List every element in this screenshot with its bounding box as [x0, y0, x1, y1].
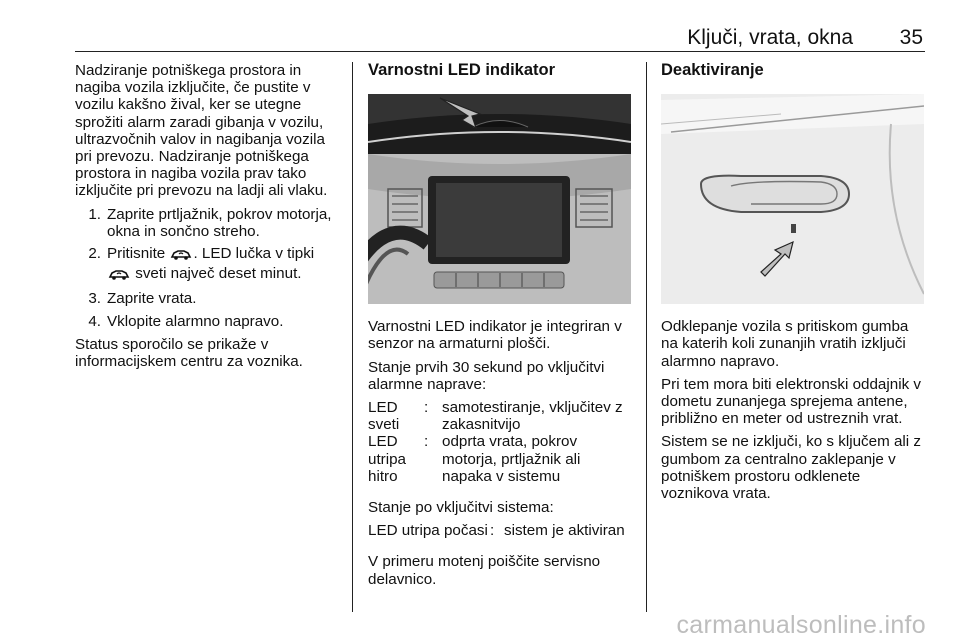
step-number: 4. [88, 312, 101, 330]
deactivation-paragraph-3: Sistem se ne izključi, ko s ključem ali z gumbom za centralno zaklepanje v potniškem prostoru odklenete voznikova vrata. [661, 433, 921, 503]
list-item [75, 245, 340, 285]
table-description: sistem je aktiviran [504, 522, 625, 540]
car-motion-sensor-icon [170, 248, 192, 265]
step-text [107, 245, 340, 285]
car-motion-sensor-icon [108, 268, 130, 285]
led-paragraph-2: Stanje prvih 30 sekund po vključitvi alarmne naprave: [368, 358, 605, 393]
deactivation-paragraph-2: Pri tem mora biti elektronski oddajnik v dometu zunanjega sprejema antene, približno en meter od ustreznih vrat. [661, 375, 921, 428]
step-text-part: Pritisnite [107, 245, 170, 263]
table-separator: : [424, 399, 429, 417]
column-divider-right [646, 62, 647, 612]
intro-paragraph: Nadziranje potniškega prostora in nagiba vozila izključite, če pustite v vozilu kakšno žival, ker se utegne sprožiti alarm zaradi gibanja v vozilu, ultrazvočnih valov in nagibanja vozila pri prevozu. Nadziranje potniškega prostora in nagiba vozila prav tako izključite pri prevozu na ladji ali vlaku. [75, 62, 328, 200]
step-number: 3. [88, 290, 101, 308]
table-term: LED utripa hitro [368, 433, 406, 485]
page-number: 35 [899, 26, 923, 49]
led-states-after-table [368, 522, 633, 539]
section-title: Deaktiviranje [661, 61, 764, 79]
led-states-table [368, 399, 633, 485]
step-text: Zaprite prtljažnik, pokrov motorja, okna in sončno streho. [107, 205, 332, 240]
table-description: samotestiranje, vključitev z zakasnitvijo [442, 399, 623, 434]
led-paragraph-4: V primeru motenj poiščite servisno delavnico. [368, 553, 601, 588]
list-item [75, 206, 340, 240]
led-paragraph-3: Stanje po vključitvi sistema: [368, 499, 554, 517]
table-term: LED utripa počasi [368, 522, 488, 540]
step-number: 2. [88, 245, 101, 263]
table-description: odprta vrata, pokrov motorja, prtljažnik ali napaka v sistemu [442, 433, 581, 485]
column-monitoring [75, 62, 340, 376]
table-row [368, 433, 633, 485]
step-text-part: . LED lučka v tipki [193, 245, 315, 263]
column-led-indicator [368, 62, 633, 594]
column-deactivation [661, 62, 926, 508]
table-term: LED sveti [368, 399, 400, 434]
step-text: Zaprite vrata. [107, 290, 197, 308]
step-text: Vklopite alarmno napravo. [107, 312, 284, 330]
table-separator: : [490, 522, 495, 540]
table-separator: : [424, 433, 429, 451]
list-item [75, 290, 340, 307]
header-rule [75, 51, 925, 52]
deactivation-paragraph-1: Odklepanje vozila s pritiskom gumba na katerih koli zunanjih vratih izključi alarmno napravo. [661, 318, 909, 370]
step-number: 1. [88, 205, 101, 223]
section-title: Varnostni LED indikator [368, 61, 556, 79]
list-item [75, 313, 340, 330]
step-text-part: sveti največ deset minut. [131, 265, 302, 283]
table-row [368, 399, 633, 433]
watermark: carmanualsonline.info [676, 611, 926, 639]
door-handle-illustration [661, 94, 924, 304]
column-divider-left [352, 62, 353, 612]
steps-list [75, 206, 340, 330]
dashboard-illustration [368, 94, 631, 304]
led-paragraph-1: Varnostni LED indikator je integriran v senzor na armaturni plošči. [368, 318, 622, 353]
status-paragraph: Status sporočilo se prikaže v informacijskem centru za voznika. [75, 335, 303, 371]
page-header [75, 22, 925, 52]
table-row [368, 522, 633, 539]
page-title: Ključi, vrata, okna [687, 26, 853, 49]
